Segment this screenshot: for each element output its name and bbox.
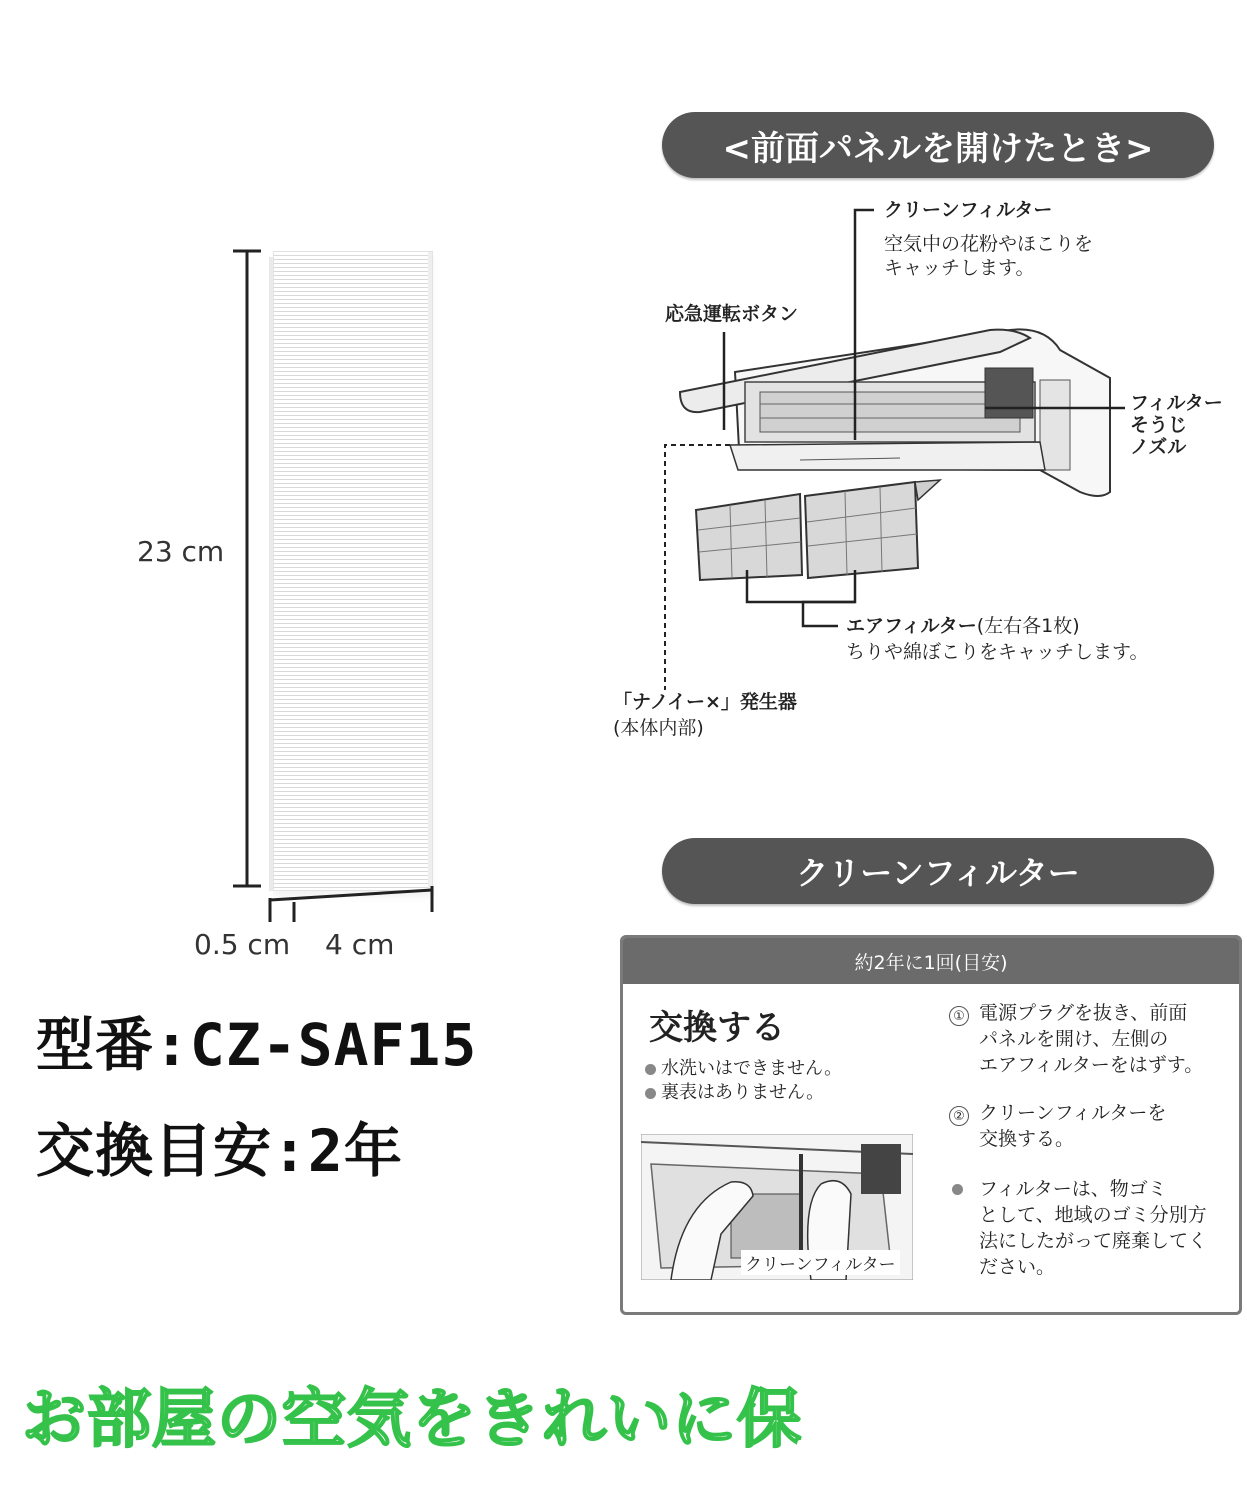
nanoe-generator-label: 「ナノイー×」発生器 — [613, 691, 797, 713]
step-1-line-1: 電源プラグを抜き、前面 — [979, 1002, 1188, 1024]
nanoe-generator-sub: (本体内部) — [613, 717, 704, 739]
section-header-clean-filter: クリーンフィルター — [662, 838, 1214, 904]
depth-dimension-label: 0.5 cm — [194, 928, 291, 961]
replace-title: 交換する — [649, 1008, 785, 1048]
step-2-number: ② — [949, 1106, 969, 1126]
step-2-line-2: 交換する。 — [979, 1128, 1075, 1150]
nozzle-label-2: そうじ — [1130, 414, 1188, 436]
note-no-side: 裏表はありません。 — [661, 1082, 825, 1103]
air-filter-count: (左右各1枚) — [976, 615, 1080, 637]
promo-banner-text: お部屋の空気をきれいに保 — [22, 1383, 802, 1457]
step-3-bullet — [952, 1184, 963, 1195]
instruction-box — [620, 935, 1242, 1315]
emergency-button-label: 応急運転ボタン — [665, 303, 799, 325]
clean-filter-desc-2: キャッチします。 — [884, 257, 1035, 279]
step-3-line-2: として、地域のゴミ分別方 — [979, 1204, 1207, 1226]
note-bullet — [645, 1088, 656, 1099]
air-filter-title: エアフィルター — [846, 615, 977, 637]
step-1-line-3: エアフィルターをはずす。 — [979, 1054, 1204, 1076]
air-filter-desc: ちりや綿ぼこりをキャッチします。 — [846, 641, 1149, 663]
nozzle-label-1: フィルター — [1130, 392, 1223, 414]
step-1-line-2: パネルを開け、左側の — [979, 1028, 1169, 1050]
note-bullet — [645, 1064, 656, 1075]
section-header-front-panel: <前面パネルを開けたとき> — [662, 112, 1214, 178]
height-dimension-label: 23 cm — [137, 535, 225, 568]
instruction-box-header: 約2年に1回(目安) — [623, 938, 1239, 984]
step-3-line-1: フィルターは、物ゴミ — [979, 1178, 1167, 1200]
air-filter-label — [846, 614, 1080, 638]
step-3-line-3: 法にしたがって廃棄してく — [979, 1230, 1208, 1252]
model-number: 型番:CZ-SAF15 — [36, 1011, 478, 1079]
replacement-interval: 交換目安:2年 — [36, 1117, 403, 1185]
clean-filter-desc-1: 空気中の花粉やほこりを — [884, 233, 1094, 255]
nozzle-label-3: ノズル — [1130, 436, 1187, 458]
photo-label: クリーンフィルター — [741, 1250, 900, 1275]
step-1-number: ① — [949, 1006, 969, 1026]
note-no-wash: 水洗いはできません。 — [661, 1058, 843, 1079]
step-3-line-4: ださい。 — [979, 1256, 1056, 1278]
step-2-line-1: クリーンフィルターを — [979, 1102, 1167, 1124]
width-dimension-label: 4 cm — [325, 928, 395, 961]
clean-filter-label: クリーンフィルター — [884, 199, 1053, 221]
